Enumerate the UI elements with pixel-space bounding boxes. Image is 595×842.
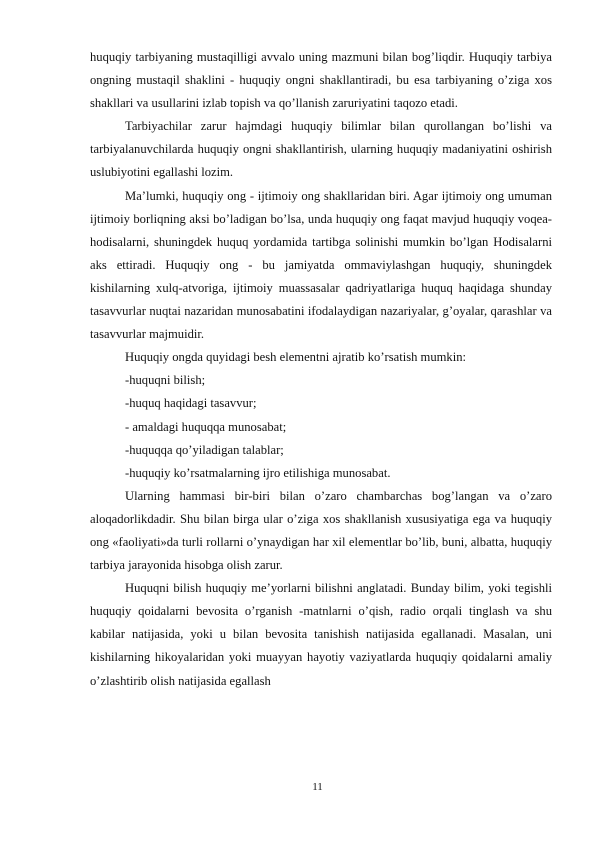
paragraph-legal-consciousness: Ma’lumki, huquqiy ong - ijtimoiy ong shakllaridan biri. Agar ijtimoiy ong umuman ijtimoiy borliqning aksi bo’ladigan bo’lsa, unda huquqiy ong faqat mavjud huquqiy voqea-hodisalarni, shuningdek huquq yordamida tartibga solinishi mumkin bo’lgan Hodisalarni aks ettiradi. Huquqiy ong - bu jamiyatda ommaviylashgan huquqiy, shuningdek kishilarning xulq-atvoriga, ijtimoiy muassasalar qadriyatlariga huquq haqidaga shunday tasavvurlar nuqtai nazaridan munosabatini ifodalaydigan nazariyalar, g’oyalar, qarashlar va tasavvurlar majmuidir. [90, 188, 552, 342]
document-body [90, 46, 552, 693]
paragraph-continuation: huquqiy tarbiyaning mustaqilligi avvalo uning mazmuni bilan bog’liqdir. Huquqiy tarbiya ongning mustaqil shaklini - huquqiy ongni shakllantiradi, bu esa tarbiyaning o’ziga xos shakllari va usullarini izlab topish va qo’llanish zaruriyatini taqozo etadi. [90, 50, 552, 111]
list-item: -huquqiy ko’rsatmalarning ijro etilishiga munosabat. [125, 465, 391, 480]
paragraph-knowing-law: Huquqni bilish huquqiy me’yorlarni bilishni anglatadi. Bunday bilim, yoki tegishli huquqiy qoidalarni bevosita o’rganish -matnlarni o’qish, radio orqali tinglash va shu kabilar natijasida, yoki u bilan bevosita tanishish natijasida egallanadi. Masalan, uni kishilarning hikoyalaridan yoki muayyan hayotiy vaziyatlarda huquqiy qoidalarni amaliy o’zlashtirib olish natijasida egallash [90, 581, 552, 688]
paragraph-five-elements-intro: Huquqiy ongda quyidagi besh elementni ajratib ko’rsatish mumkin: [125, 350, 467, 365]
list-item: -huquqni bilish; [125, 373, 206, 388]
paragraph-interrelation: Ularning hammasi bir-biri bilan o’zaro chambarchas bog’langan va o’zaro aloqadorlikdadir. Shu bilan birga ular o’ziga xos shakllanish xususiyatiga ega va huquqiy ong «faoliyati»da turli rollarni o’ynaydigan har xil elementlar bo’lib, buni, albatta, huquqiy tarbiya jarayonida hisobga olish zarur. [90, 488, 552, 573]
page-number: 11 [312, 781, 323, 793]
list-item: -huquqqa qo’yiladigan talablar; [125, 442, 284, 457]
list-item: - amaldagi huquqqa munosabat; [125, 419, 287, 434]
list-item: -huquq haqidagi tasavvur; [125, 396, 257, 411]
paragraph-educators: Tarbiyachilar zarur hajmdagi huquqiy bilimlar bilan qurollangan bo’lishi va tarbiyalanuvchilarda huquqiy ongni shakllantirish, ularning huquqiy madaniyatini oshirish uslubiyotini egallashi lozim. [90, 119, 552, 180]
